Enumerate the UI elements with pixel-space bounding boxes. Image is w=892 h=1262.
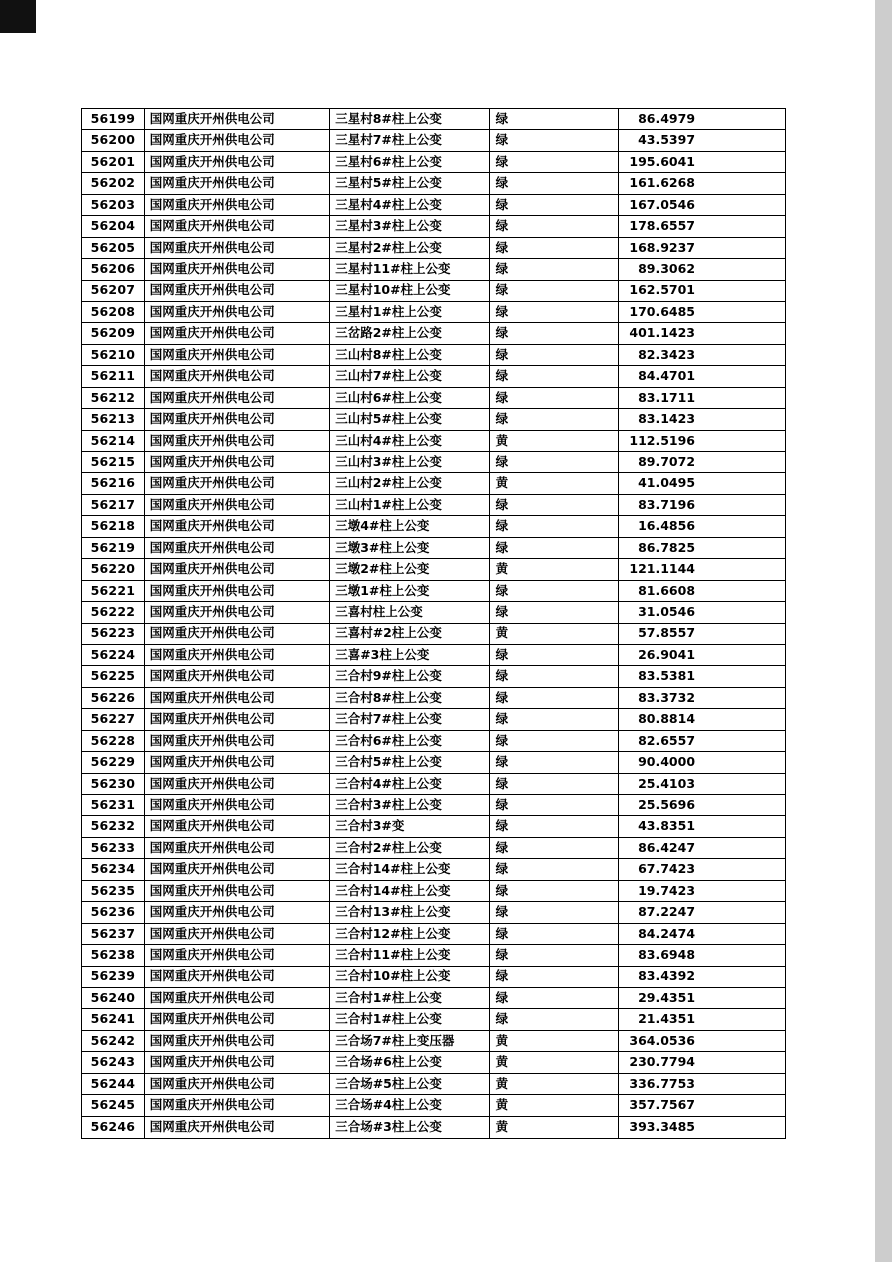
table-row [82,323,785,344]
status-cell[interactable]: 绿 [490,516,620,536]
company-cell[interactable]: 国网重庆开州供电公司 [145,195,330,215]
row-id-cell[interactable]: 56245 [82,1095,145,1115]
table-row [82,473,785,494]
row-id-cell[interactable]: 56238 [82,945,145,965]
table-row [82,774,785,795]
company-cell[interactable]: 国网重庆开州供电公司 [145,173,330,193]
device-cell[interactable]: 三星村1#柱上公变 [330,302,489,322]
company-cell[interactable]: 国网重庆开州供电公司 [145,752,330,772]
status-cell[interactable]: 绿 [490,816,620,836]
device-cell[interactable]: 三合场7#柱上变压器 [330,1031,489,1051]
value-cell[interactable]: 83.6948 [638,947,696,963]
value-cell[interactable]: 87.2247 [638,904,696,920]
company-cell[interactable]: 国网重庆开州供电公司 [145,645,330,665]
device-cell[interactable]: 三合场#6柱上公变 [330,1052,489,1072]
device-cell[interactable]: 三合村14#柱上公变 [330,881,489,901]
row-id-cell[interactable]: 56209 [82,323,145,343]
table-row [82,666,785,687]
row-id-cell[interactable]: 56214 [82,431,145,451]
company-cell[interactable]: 国网重庆开州供电公司 [145,238,330,258]
company-cell[interactable]: 国网重庆开州供电公司 [145,795,330,815]
device-cell[interactable]: 三山村5#柱上公变 [330,409,489,429]
table-row [82,859,785,880]
device-cell[interactable]: 三合村14#柱上公变 [330,859,489,879]
device-cell[interactable]: 三合村12#柱上公变 [330,924,489,944]
device-cell[interactable]: 三合村7#柱上公变 [330,709,489,729]
status-cell[interactable]: 绿 [490,924,620,944]
table-row [82,838,785,859]
status-cell[interactable]: 绿 [490,795,620,815]
row-id-cell[interactable]: 56202 [82,173,145,193]
row-id-cell[interactable]: 56212 [82,388,145,408]
table-row [82,967,785,988]
row-id-cell[interactable]: 56201 [82,152,145,172]
status-cell[interactable]: 绿 [490,366,620,386]
value-cell[interactable]: 364.0536 [629,1032,696,1048]
value-cell[interactable]: 178.6557 [629,218,696,234]
status-cell[interactable]: 绿 [490,602,620,622]
table-row [82,173,785,194]
table-row [82,409,785,430]
device-cell[interactable]: 三喜村#2柱上公变 [330,624,489,644]
status-cell[interactable]: 绿 [490,345,620,365]
device-cell[interactable]: 三山村4#柱上公变 [330,431,489,451]
status-cell[interactable]: 绿 [490,752,620,772]
value-cell[interactable]: 86.4979 [638,110,696,126]
row-id-cell[interactable]: 56235 [82,881,145,901]
company-cell[interactable]: 国网重庆开州供电公司 [145,152,330,172]
row-id-cell[interactable]: 56242 [82,1031,145,1051]
status-cell[interactable]: 黄 [490,1052,620,1072]
device-cell[interactable]: 三山村3#柱上公变 [330,452,489,472]
value-cell[interactable]: 19.7423 [638,882,696,898]
status-cell[interactable]: 黄 [490,624,620,644]
status-cell[interactable]: 绿 [490,173,620,193]
device-cell[interactable]: 三墩2#柱上公变 [330,559,489,579]
table-row [82,431,785,452]
device-cell[interactable]: 三星村4#柱上公变 [330,195,489,215]
status-cell[interactable]: 绿 [490,709,620,729]
value-cell[interactable]: 31.0546 [638,604,696,620]
device-cell[interactable]: 三墩4#柱上公变 [330,516,489,536]
status-cell[interactable]: 绿 [490,688,620,708]
row-id-cell[interactable]: 56234 [82,859,145,879]
company-cell[interactable]: 国网重庆开州供电公司 [145,967,330,987]
value-cell[interactable]: 336.7753 [629,1075,696,1091]
table-row [82,602,785,623]
value-cell[interactable]: 25.5696 [638,796,696,812]
corner-artifact [0,0,36,33]
row-id-cell[interactable]: 56206 [82,259,145,279]
status-cell[interactable]: 绿 [490,645,620,665]
device-cell[interactable]: 三合村8#柱上公变 [330,688,489,708]
status-cell[interactable]: 绿 [490,281,620,301]
device-cell[interactable]: 三喜村柱上公变 [330,602,489,622]
table-row [82,816,785,837]
company-cell[interactable]: 国网重庆开州供电公司 [145,302,330,322]
table-row [82,1031,785,1052]
value-cell[interactable]: 195.6041 [629,153,696,169]
table-row [82,345,785,366]
company-cell[interactable]: 国网重庆开州供电公司 [145,688,330,708]
status-cell[interactable]: 绿 [490,109,620,129]
status-cell[interactable]: 绿 [490,388,620,408]
status-cell[interactable]: 黄 [490,1031,620,1051]
row-id-cell[interactable]: 56204 [82,216,145,236]
status-cell[interactable]: 绿 [490,581,620,601]
table-row [82,1095,785,1116]
status-cell[interactable]: 绿 [490,988,620,1008]
row-id-cell[interactable]: 56228 [82,731,145,751]
table-row [82,559,785,580]
table-row [82,752,785,773]
company-cell[interactable]: 国网重庆开州供电公司 [145,1031,330,1051]
table-row [82,195,785,216]
status-cell[interactable]: 绿 [490,967,620,987]
status-cell[interactable]: 黄 [490,1074,620,1094]
device-cell[interactable]: 三合村1#柱上公变 [330,988,489,1008]
company-cell[interactable]: 国网重庆开州供电公司 [145,988,330,1008]
status-cell[interactable]: 绿 [490,323,620,343]
company-cell[interactable]: 国网重庆开州供电公司 [145,345,330,365]
row-id-cell[interactable]: 56215 [82,452,145,472]
table-row [82,881,785,902]
table-row [82,495,785,516]
row-id-cell[interactable]: 56213 [82,409,145,429]
table-row [82,624,785,645]
row-id-cell[interactable]: 56205 [82,238,145,258]
device-cell[interactable]: 三合村2#柱上公变 [330,838,489,858]
row-id-cell[interactable]: 56246 [82,1117,145,1138]
table-row [82,109,785,130]
row-id-cell[interactable]: 56243 [82,1052,145,1072]
company-cell[interactable]: 国网重庆开州供电公司 [145,452,330,472]
value-cell[interactable]: 230.7794 [629,1054,696,1070]
value-cell[interactable]: 83.7196 [638,496,696,512]
status-cell[interactable]: 绿 [490,302,620,322]
value-cell[interactable]: 57.8557 [638,625,696,641]
value-cell[interactable]: 82.6557 [638,732,696,748]
table-row [82,452,785,473]
row-id-cell[interactable]: 56239 [82,967,145,987]
table-row [82,924,785,945]
device-cell[interactable]: 三合村3#柱上公变 [330,795,489,815]
company-cell[interactable]: 国网重庆开州供电公司 [145,409,330,429]
value-cell[interactable]: 83.4392 [638,968,696,984]
device-cell[interactable]: 三星村5#柱上公变 [330,173,489,193]
company-cell[interactable]: 国网重庆开州供电公司 [145,902,330,922]
table-row [82,538,785,559]
company-cell[interactable]: 国网重庆开州供电公司 [145,538,330,558]
table-row [82,645,785,666]
table-row [82,988,785,1009]
value-cell[interactable]: 121.1144 [629,561,696,577]
value-cell[interactable]: 43.8351 [638,818,696,834]
table-row [82,130,785,151]
value-cell[interactable]: 357.7567 [629,1097,696,1113]
row-id-cell[interactable]: 56244 [82,1074,145,1094]
status-cell[interactable]: 绿 [490,452,620,472]
device-cell[interactable]: 三合村6#柱上公变 [330,731,489,751]
row-id-cell[interactable]: 56216 [82,473,145,493]
status-cell[interactable]: 绿 [490,945,620,965]
row-id-cell[interactable]: 56236 [82,902,145,922]
status-cell[interactable]: 绿 [490,130,620,150]
value-cell[interactable]: 168.9237 [629,239,696,255]
value-cell[interactable]: 21.4351 [638,1011,696,1027]
value-cell[interactable]: 67.7423 [638,861,696,877]
company-cell[interactable]: 国网重庆开州供电公司 [145,495,330,515]
company-cell[interactable]: 国网重庆开州供电公司 [145,130,330,150]
value-cell[interactable]: 29.4351 [638,989,696,1005]
device-cell[interactable]: 三合场#5柱上公变 [330,1074,489,1094]
table-row [82,581,785,602]
row-id-cell[interactable]: 56221 [82,581,145,601]
value-cell[interactable]: 81.6608 [638,582,696,598]
row-id-cell[interactable]: 56219 [82,538,145,558]
status-cell[interactable]: 黄 [490,1095,620,1115]
company-cell[interactable]: 国网重庆开州供电公司 [145,109,330,129]
device-cell[interactable]: 三合村5#柱上公变 [330,752,489,772]
row-id-cell[interactable]: 56210 [82,345,145,365]
status-cell[interactable]: 绿 [490,238,620,258]
device-cell[interactable]: 三山村8#柱上公变 [330,345,489,365]
value-cell[interactable]: 167.0546 [629,196,696,212]
device-cell[interactable]: 三合村11#柱上公变 [330,945,489,965]
row-id-cell[interactable]: 56232 [82,816,145,836]
table-row [82,302,785,323]
company-cell[interactable]: 国网重庆开州供电公司 [145,666,330,686]
table-row [82,709,785,730]
row-id-cell[interactable]: 56240 [82,988,145,1008]
status-cell[interactable]: 绿 [490,838,620,858]
value-cell[interactable]: 25.4103 [638,775,696,791]
device-cell[interactable]: 三山村2#柱上公变 [330,473,489,493]
data-table [81,108,786,1139]
row-id-cell[interactable]: 56231 [82,795,145,815]
status-cell[interactable]: 绿 [490,409,620,429]
status-cell[interactable]: 绿 [490,666,620,686]
row-id-cell[interactable]: 56222 [82,602,145,622]
table-row [82,902,785,923]
value-cell[interactable]: 84.2474 [638,925,696,941]
company-cell[interactable]: 国网重庆开州供电公司 [145,281,330,301]
company-cell[interactable]: 国网重庆开州供电公司 [145,709,330,729]
device-cell[interactable]: 三山村6#柱上公变 [330,388,489,408]
row-id-cell[interactable]: 56211 [82,366,145,386]
table-row [82,1009,785,1030]
value-cell[interactable]: 83.5381 [638,668,696,684]
status-cell[interactable]: 绿 [490,731,620,751]
value-cell[interactable]: 90.4000 [638,754,696,770]
value-cell[interactable]: 112.5196 [629,432,696,448]
device-cell[interactable]: 三合村3#变 [330,816,489,836]
table-row [82,516,785,537]
device-cell[interactable]: 三岔路2#柱上公变 [330,323,489,343]
value-cell[interactable]: 82.3423 [638,346,696,362]
row-id-cell[interactable]: 56226 [82,688,145,708]
value-cell[interactable]: 393.3485 [629,1119,696,1135]
device-cell[interactable]: 三合村4#柱上公变 [330,774,489,794]
value-cell[interactable]: 86.7825 [638,539,696,555]
company-cell[interactable]: 国网重庆开州供电公司 [145,366,330,386]
table-row [82,152,785,173]
row-id-cell[interactable]: 56218 [82,516,145,536]
device-cell[interactable]: 三墩1#柱上公变 [330,581,489,601]
table-row [82,259,785,280]
status-cell[interactable]: 黄 [490,1117,620,1138]
company-cell[interactable]: 国网重庆开州供电公司 [145,559,330,579]
company-cell[interactable]: 国网重庆开州供电公司 [145,624,330,644]
device-cell[interactable]: 三星村10#柱上公变 [330,281,489,301]
company-cell[interactable]: 国网重庆开州供电公司 [145,945,330,965]
scrollbar-track[interactable] [875,0,892,1262]
device-cell[interactable]: 三喜#3柱上公变 [330,645,489,665]
value-cell[interactable]: 89.7072 [638,453,696,469]
row-id-cell[interactable]: 56200 [82,130,145,150]
device-cell[interactable]: 三星村6#柱上公变 [330,152,489,172]
table-row [82,731,785,752]
device-cell[interactable]: 三墩3#柱上公变 [330,538,489,558]
value-cell[interactable]: 86.4247 [638,839,696,855]
value-cell[interactable]: 84.4701 [638,368,696,384]
row-id-cell[interactable]: 56220 [82,559,145,579]
value-cell[interactable]: 16.4856 [638,518,696,534]
status-cell[interactable]: 绿 [490,495,620,515]
value-cell[interactable]: 26.9041 [638,646,696,662]
device-cell[interactable]: 三星村7#柱上公变 [330,130,489,150]
company-cell[interactable]: 国网重庆开州供电公司 [145,816,330,836]
value-cell[interactable]: 401.1423 [629,325,696,341]
device-cell[interactable]: 三山村7#柱上公变 [330,366,489,386]
company-cell[interactable]: 国网重庆开州供电公司 [145,774,330,794]
status-cell[interactable]: 黄 [490,559,620,579]
row-id-cell[interactable]: 56241 [82,1009,145,1029]
status-cell[interactable]: 黄 [490,473,620,493]
device-cell[interactable]: 三合村13#柱上公变 [330,902,489,922]
device-cell[interactable]: 三合场#4柱上公变 [330,1095,489,1115]
status-cell[interactable]: 绿 [490,881,620,901]
company-cell[interactable]: 国网重庆开州供电公司 [145,216,330,236]
company-cell[interactable]: 国网重庆开州供电公司 [145,1052,330,1072]
table-row [82,688,785,709]
company-cell[interactable]: 国网重庆开州供电公司 [145,259,330,279]
table-row [82,388,785,409]
company-cell[interactable]: 国网重庆开州供电公司 [145,581,330,601]
row-id-cell[interactable]: 56199 [82,109,145,129]
status-cell[interactable]: 绿 [490,195,620,215]
status-cell[interactable]: 绿 [490,1009,620,1029]
table-row [82,1052,785,1073]
table-row [82,281,785,302]
company-cell[interactable]: 国网重庆开州供电公司 [145,516,330,536]
table-row [82,216,785,237]
company-cell[interactable]: 国网重庆开州供电公司 [145,924,330,944]
row-id-cell[interactable]: 56217 [82,495,145,515]
company-cell[interactable]: 国网重庆开州供电公司 [145,838,330,858]
row-id-cell[interactable]: 56208 [82,302,145,322]
value-cell[interactable]: 162.5701 [629,282,696,298]
value-cell[interactable]: 41.0495 [638,475,696,491]
device-cell[interactable]: 三星村8#柱上公变 [330,109,489,129]
status-cell[interactable]: 绿 [490,259,620,279]
table-row [82,1117,785,1138]
company-cell[interactable]: 国网重庆开州供电公司 [145,1009,330,1029]
value-cell[interactable]: 83.3732 [638,689,696,705]
row-id-cell[interactable]: 56225 [82,666,145,686]
company-cell[interactable]: 国网重庆开州供电公司 [145,731,330,751]
table-row [82,795,785,816]
row-id-cell[interactable]: 56227 [82,709,145,729]
row-id-cell[interactable]: 56203 [82,195,145,215]
table-row [82,945,785,966]
company-cell[interactable]: 国网重庆开州供电公司 [145,859,330,879]
device-cell[interactable]: 三合村1#柱上公变 [330,1009,489,1029]
value-cell[interactable]: 83.1423 [638,411,696,427]
status-cell[interactable]: 黄 [490,431,620,451]
device-cell[interactable]: 三山村1#柱上公变 [330,495,489,515]
device-cell[interactable]: 三星村3#柱上公变 [330,216,489,236]
status-cell[interactable]: 绿 [490,216,620,236]
company-cell[interactable]: 国网重庆开州供电公司 [145,431,330,451]
company-cell[interactable]: 国网重庆开州供电公司 [145,388,330,408]
status-cell[interactable]: 绿 [490,152,620,172]
row-id-cell[interactable]: 56237 [82,924,145,944]
row-id-cell[interactable]: 56207 [82,281,145,301]
company-cell[interactable]: 国网重庆开州供电公司 [145,1095,330,1115]
value-cell[interactable]: 89.3062 [638,261,696,277]
status-cell[interactable]: 绿 [490,859,620,879]
device-cell[interactable]: 三星村2#柱上公变 [330,238,489,258]
table-row [82,238,785,259]
status-cell[interactable]: 绿 [490,774,620,794]
table-row [82,366,785,387]
value-cell[interactable]: 170.6485 [629,303,696,319]
company-cell[interactable]: 国网重庆开州供电公司 [145,473,330,493]
value-cell[interactable]: 161.6268 [629,175,696,191]
status-cell[interactable]: 绿 [490,902,620,922]
device-cell[interactable]: 三合场#3柱上公变 [330,1117,489,1138]
company-cell[interactable]: 国网重庆开州供电公司 [145,881,330,901]
status-cell[interactable]: 绿 [490,538,620,558]
company-cell[interactable]: 国网重庆开州供电公司 [145,1074,330,1094]
table-row [82,1074,785,1095]
row-id-cell[interactable]: 56223 [82,624,145,644]
value-cell[interactable]: 80.8814 [638,711,696,727]
row-id-cell[interactable]: 56229 [82,752,145,772]
device-cell[interactable]: 三合村9#柱上公变 [330,666,489,686]
device-cell[interactable]: 三合村10#柱上公变 [330,967,489,987]
row-id-cell[interactable]: 56230 [82,774,145,794]
company-cell[interactable]: 国网重庆开州供电公司 [145,323,330,343]
device-cell[interactable]: 三星村11#柱上公变 [330,259,489,279]
row-id-cell[interactable]: 56224 [82,645,145,665]
company-cell[interactable]: 国网重庆开州供电公司 [145,1117,330,1138]
row-id-cell[interactable]: 56233 [82,838,145,858]
value-cell[interactable]: 83.1711 [638,389,696,405]
company-cell[interactable]: 国网重庆开州供电公司 [145,602,330,622]
value-cell[interactable]: 43.5397 [638,132,696,148]
